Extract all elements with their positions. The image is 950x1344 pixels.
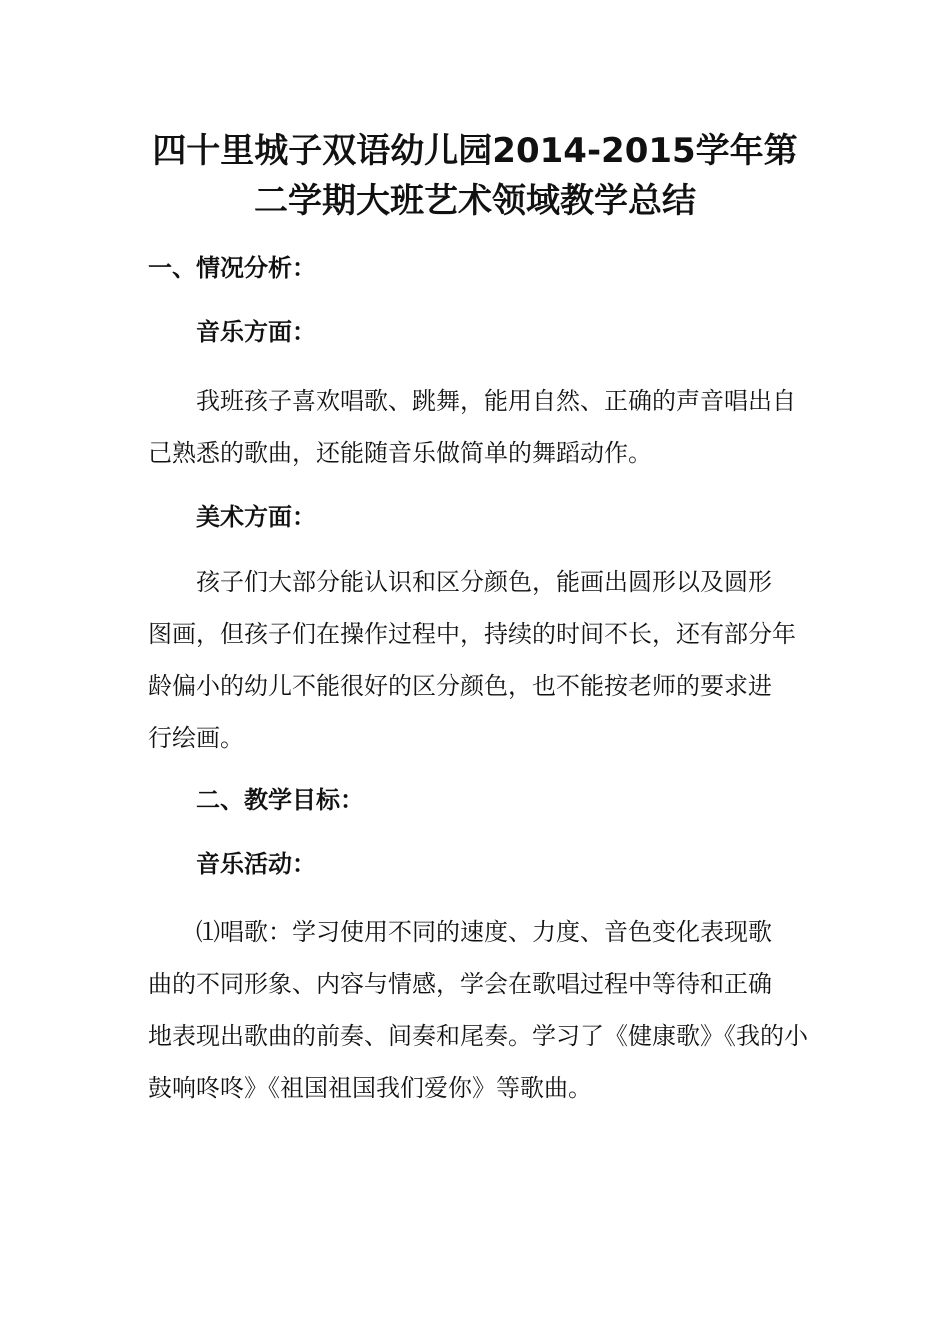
paragraph-line: 曲的不同形象、内容与情感，学会在歌唱过程中等待和正确 bbox=[148, 970, 772, 998]
section-2-heading: 二、教学目标： bbox=[196, 786, 364, 814]
music-aspect-paragraph bbox=[148, 375, 808, 479]
paragraph-line: 行绘画。 bbox=[148, 724, 244, 752]
paragraph-line: 我班孩子喜欢唱歌、跳舞，能用自然、正确的声音唱出自 bbox=[196, 387, 796, 415]
document-title-line-2: 二学期大班艺术领域教学总结 bbox=[254, 181, 696, 221]
paragraph-line: 图画，但孩子们在操作过程中，持续的时间不长，还有部分年 bbox=[148, 620, 796, 648]
paragraph-line: 己熟悉的歌曲，还能随音乐做简单的舞蹈动作。 bbox=[148, 439, 652, 467]
paragraph-line: ⑴唱歌：学习使用不同的速度、力度、音色变化表现歌 bbox=[196, 918, 772, 946]
paragraph-line: 龄偏小的幼儿不能很好的区分颜色，也不能按老师的要求进 bbox=[148, 672, 772, 700]
art-aspect-heading: 美术方面： bbox=[196, 503, 316, 531]
music-activity-paragraph bbox=[148, 906, 808, 1114]
paragraph-line: 孩子们大部分能认识和区分颜色，能画出圆形以及圆形 bbox=[196, 568, 772, 596]
art-aspect-paragraph bbox=[148, 556, 808, 764]
paragraph-line: 鼓响咚咚》《祖国祖国我们爱你》等歌曲。 bbox=[148, 1074, 592, 1102]
music-aspect-heading: 音乐方面： bbox=[196, 318, 316, 346]
section-1-heading: 一、情况分析： bbox=[148, 254, 316, 282]
music-activity-heading: 音乐活动： bbox=[196, 850, 316, 878]
paragraph-line: 地表现出歌曲的前奏、间奏和尾奏。学习了《健康歌》《我的小 bbox=[148, 1022, 808, 1050]
document-title-line-1: 四十里城子双语幼儿园2014-2015学年第 bbox=[152, 131, 798, 171]
